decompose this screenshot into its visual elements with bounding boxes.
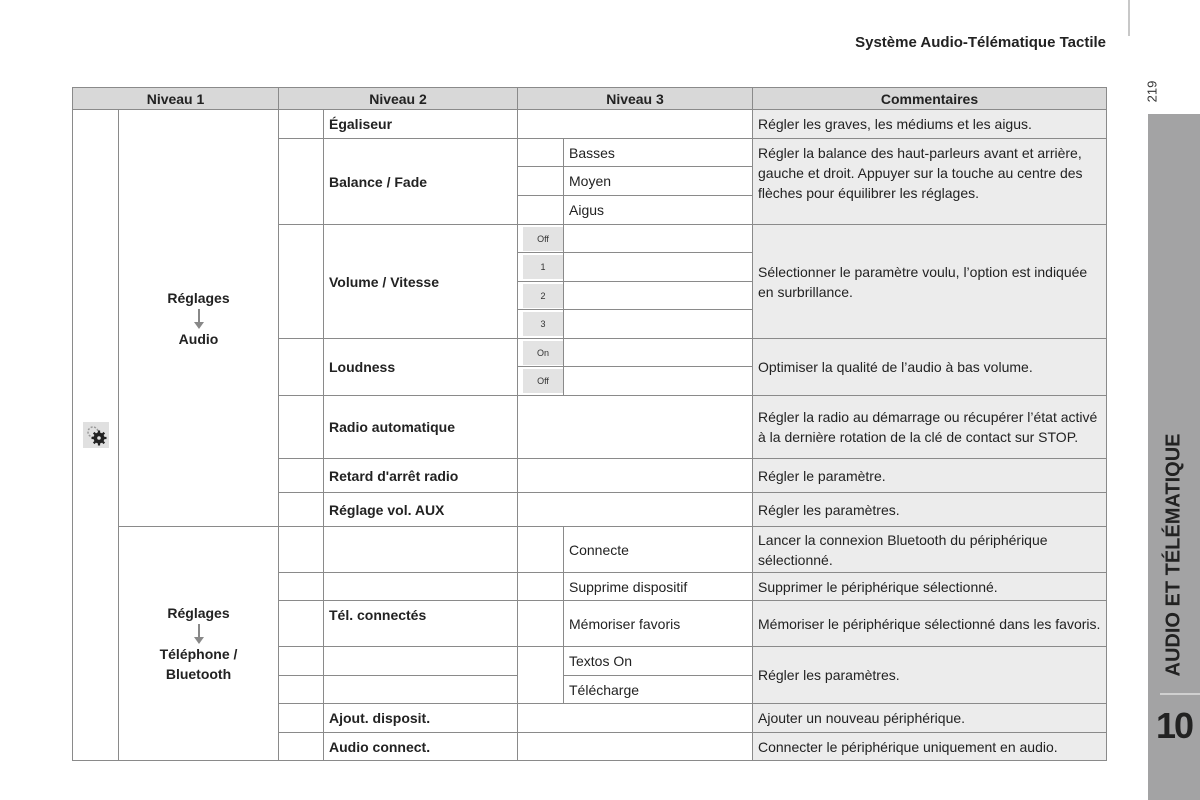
icon-cell	[517, 600, 564, 647]
icon-cell	[278, 732, 324, 761]
option-aigus[interactable]: Aigus	[563, 195, 753, 225]
chapter-title: AUDIO ET TÉLÉMATIQUE	[1162, 433, 1185, 677]
menu-item-retard-arret-radio[interactable]: Retard d'arrêt radio	[323, 458, 518, 493]
option-supprime-dispositif[interactable]: Supprime dispositif	[563, 572, 753, 601]
icon-cell	[278, 600, 324, 647]
settings-gears-icon	[83, 422, 109, 448]
option-textos-on[interactable]: Textos On	[563, 646, 753, 676]
niveau3-empty	[517, 492, 753, 527]
icon-cell	[278, 224, 324, 339]
niveau3-empty	[517, 703, 753, 733]
niveau2-empty	[323, 646, 518, 676]
comment-memoriser: Mémoriser le périphérique sélectionné dans les favoris.	[752, 600, 1107, 647]
comment-textos: Régler les paramètres.	[752, 646, 1107, 704]
menu-item-balance-fade[interactable]: Balance / Fade	[323, 138, 518, 225]
menu-item-audio-connect[interactable]: Audio connect.	[323, 732, 518, 761]
comment-loudness: Optimiser la qualité de l’audio à bas volume.	[752, 338, 1107, 396]
icon-cell	[278, 675, 324, 704]
button-off[interactable]: Off	[523, 227, 563, 251]
page-title: Système Audio-Télématique Tactile	[855, 34, 1106, 51]
chapter-number: 10	[1155, 705, 1193, 746]
button-cell	[517, 224, 564, 253]
niveau3-empty	[563, 309, 753, 339]
margin-line	[1128, 0, 1130, 36]
comment-egaliseur: Régler les graves, les médiums et les aigus.	[752, 109, 1107, 139]
comment-volume: Sélectionner le paramètre voulu, l’option est indiquée en surbrillance.	[752, 224, 1107, 339]
niveau3-empty	[563, 252, 753, 282]
niveau3-empty	[563, 224, 753, 253]
comment-ajout: Ajouter un nouveau périphérique.	[752, 703, 1107, 733]
icon-cell	[278, 492, 324, 527]
niveau3-empty	[563, 366, 753, 396]
group-reglages-audio: Réglages Audio	[118, 109, 279, 527]
menu-item-ajout-disposit[interactable]: Ajout. disposit.	[323, 703, 518, 733]
niveau3-empty	[517, 458, 753, 493]
niveau3-empty	[563, 338, 753, 367]
option-connecte[interactable]: Connecte	[563, 526, 753, 573]
arrow-down-icon	[198, 624, 200, 640]
niveau1-icon-cell	[72, 109, 119, 761]
header-niveau-3: Niveau 3	[517, 87, 753, 110]
comment-audio-connect: Connecter le périphérique uniquement en audio.	[752, 732, 1107, 761]
option-moyen[interactable]: Moyen	[563, 166, 753, 196]
icon-cell	[278, 338, 324, 396]
option-basses[interactable]: Basses	[563, 138, 753, 167]
menu-item-loudness[interactable]: Loudness	[323, 338, 518, 396]
button-cell	[517, 366, 564, 396]
menu-item-volume-vitesse[interactable]: Volume / Vitesse	[323, 224, 518, 339]
header-niveau-2: Niveau 2	[278, 87, 518, 110]
icon-cell	[517, 526, 564, 573]
icon-cell	[278, 572, 324, 601]
icon-cell	[278, 109, 324, 139]
option-memoriser-favoris[interactable]: Mémoriser favoris	[563, 600, 753, 647]
niveau2-empty	[323, 675, 518, 704]
button-cell	[517, 252, 564, 282]
icon-cell	[517, 646, 564, 704]
page-number: 219	[1144, 80, 1160, 103]
arrow-down-icon	[198, 309, 200, 325]
comment-aux: Régler les paramètres.	[752, 492, 1107, 527]
button-cell	[517, 309, 564, 339]
icon-cell	[278, 526, 324, 573]
comment-retard: Régler le paramètre.	[752, 458, 1107, 493]
button-2[interactable]: 2	[523, 284, 563, 308]
button-on[interactable]: On	[523, 341, 563, 365]
header-commentaires: Commentaires	[752, 87, 1107, 110]
chapter-divider	[1160, 693, 1200, 695]
option-telecharge[interactable]: Télécharge	[563, 675, 753, 704]
niveau3-empty	[517, 395, 753, 459]
menu-item-reglage-vol-aux[interactable]: Réglage vol. AUX	[323, 492, 518, 527]
icon-cell	[278, 646, 324, 676]
niveau2-empty	[323, 572, 518, 601]
icon-cell	[278, 703, 324, 733]
icon-cell	[517, 138, 564, 167]
comment-connecte: Lancer la connexion Bluetooth du périphérique sélectionné.	[752, 526, 1107, 573]
icon-cell	[278, 395, 324, 459]
icon-cell	[278, 138, 324, 225]
comment-radio-automatique: Régler la radio au démarrage ou récupérer l’état activé à la dernière rotation de la clé de contact sur STOP.	[752, 395, 1107, 459]
icon-cell	[517, 195, 564, 225]
niveau3-empty	[517, 732, 753, 761]
menu-item-egaliseur[interactable]: Égaliseur	[323, 109, 518, 139]
menu-item-tel-connectes[interactable]: Tél. connectés	[323, 600, 518, 647]
menu-item-radio-automatique[interactable]: Radio automatique	[323, 395, 518, 459]
niveau3-empty	[563, 281, 753, 310]
button-off[interactable]: Off	[523, 369, 563, 393]
header-niveau-1: Niveau 1	[72, 87, 279, 110]
icon-cell	[517, 166, 564, 196]
niveau2-empty	[323, 526, 518, 573]
button-3[interactable]: 3	[523, 312, 563, 336]
icon-cell	[517, 572, 564, 601]
comment-balance: Régler la balance des haut-parleurs avant et arrière, gauche et droit. Appuyer sur la touche au centre des flèches pour équilibrer les réglages.	[752, 138, 1107, 225]
button-1[interactable]: 1	[523, 255, 563, 279]
icon-cell	[278, 458, 324, 493]
comment-supprime: Supprimer le périphérique sélectionné.	[752, 572, 1107, 601]
niveau3-empty	[517, 109, 753, 139]
button-cell	[517, 338, 564, 367]
group-reglages-telephone: Réglages Téléphone / Bluetooth	[118, 526, 279, 761]
button-cell	[517, 281, 564, 310]
